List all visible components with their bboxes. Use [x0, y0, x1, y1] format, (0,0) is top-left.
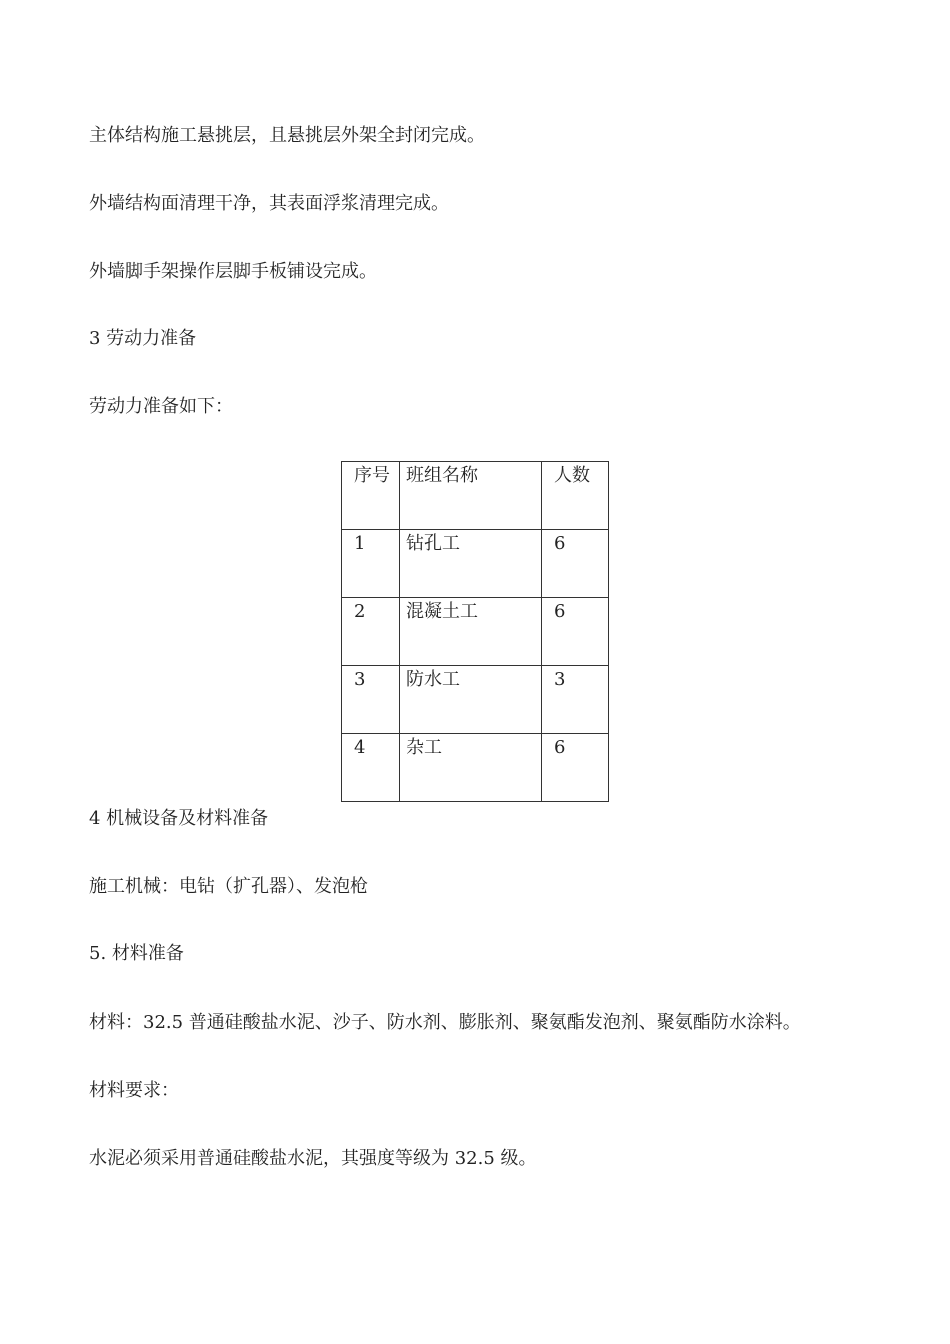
paragraph-materials-list: 材料：32.5 普通硅酸盐水泥、沙子、防水剂、膨胀剂、聚氨酯发泡剂、聚氨酯防水涂料。 [89, 1012, 801, 1033]
section-heading-equipment: 4 机械设备及材料准备 [89, 808, 269, 829]
table-row [342, 666, 609, 734]
paragraph-labor-intro: 劳动力准备如下： [89, 396, 233, 417]
paragraph-material-requirements: 材料要求： [89, 1080, 179, 1101]
paragraph-wall-cleaning: 外墙结构面清理干净，其表面浮浆清理完成。 [89, 193, 449, 214]
labor-table [341, 461, 609, 802]
cell-team-name: 杂工 [400, 734, 542, 802]
table-row [342, 734, 609, 802]
section-heading-labor: 3 劳动力准备 [89, 328, 197, 349]
cell-count: 3 [542, 666, 609, 734]
section-heading-materials: 5. 材料准备 [89, 943, 184, 964]
paragraph-machinery: 施工机械：电钻（扩孔器）、发泡枪 [89, 876, 368, 897]
paragraph-main-structure: 主体结构施工悬挑层，且悬挑层外架全封闭完成。 [89, 125, 485, 146]
header-count: 人数 [542, 462, 609, 530]
cell-count: 6 [542, 734, 609, 802]
cell-seq: 3 [342, 666, 400, 734]
table-header-row [342, 462, 609, 530]
cell-count: 6 [542, 598, 609, 666]
cell-seq: 2 [342, 598, 400, 666]
cell-team-name: 钻孔工 [400, 530, 542, 598]
paragraph-scaffold: 外墙脚手架操作层脚手板铺设完成。 [89, 261, 377, 282]
cell-team-name: 防水工 [400, 666, 542, 734]
table-row [342, 598, 609, 666]
paragraph-cement-requirement: 水泥必须采用普通硅酸盐水泥，其强度等级为 32.5 级。 [89, 1148, 537, 1169]
header-team-name: 班组名称 [400, 462, 542, 530]
table-row [342, 530, 609, 598]
cell-seq: 1 [342, 530, 400, 598]
cell-team-name: 混凝土工 [400, 598, 542, 666]
header-seq: 序号 [342, 462, 400, 530]
cell-count: 6 [542, 530, 609, 598]
cell-seq: 4 [342, 734, 400, 802]
